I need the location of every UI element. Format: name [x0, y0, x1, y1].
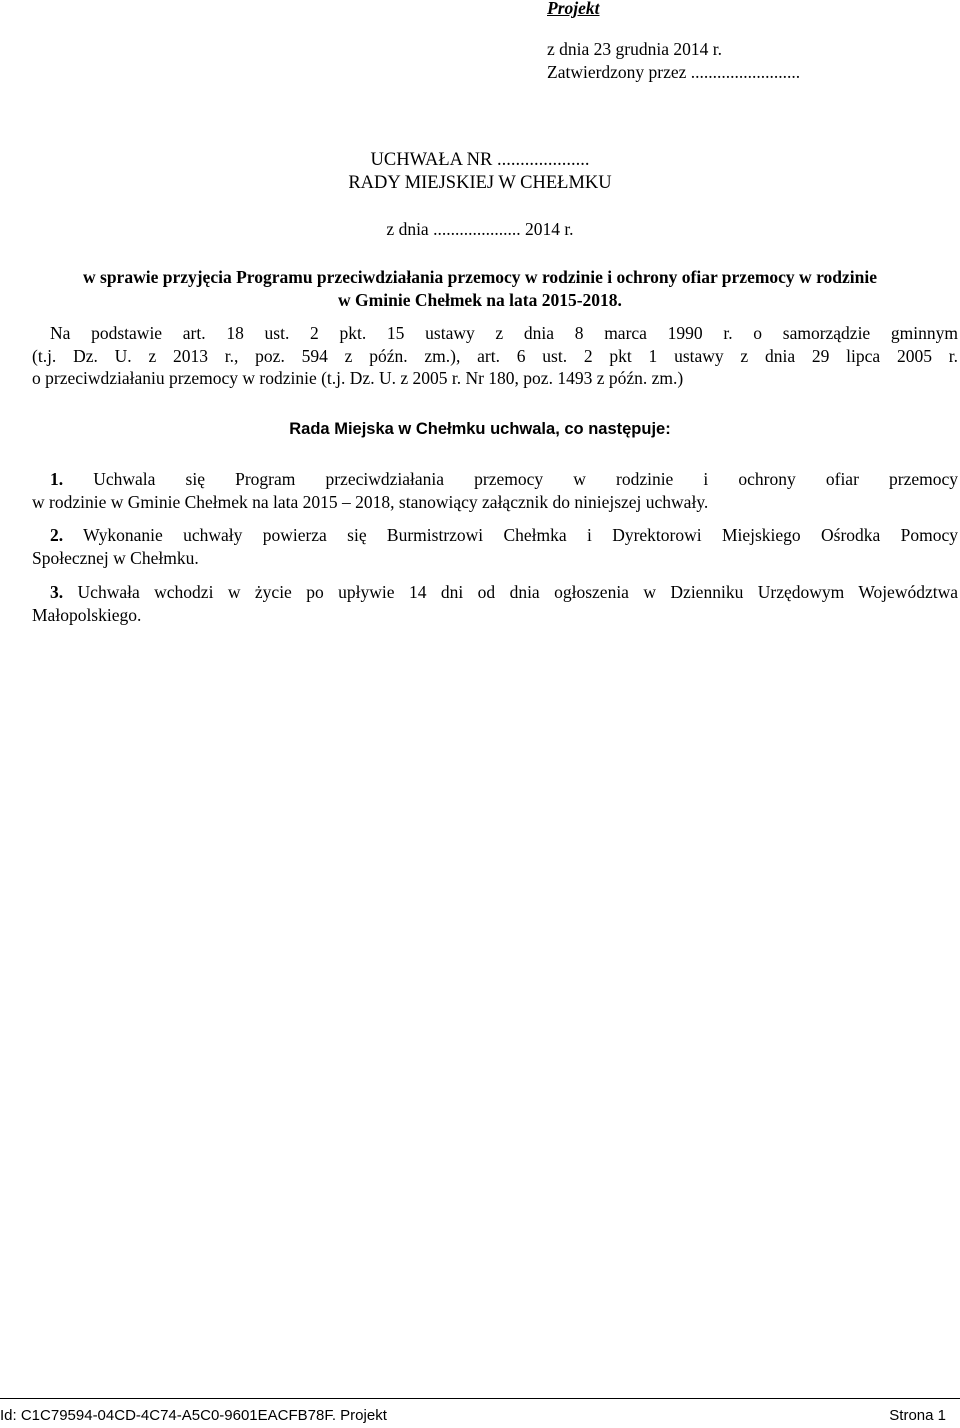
decision-intro: Rada Miejska w Chełmku uchwala, co następuje: [289, 420, 671, 438]
paragraph-3-line-1 [32, 581, 958, 603]
legal-basis-line-3: o przeciwdziałaniu przemocy w rodzinie (t.j. Dz. U. z 2005 r. Nr 180, poz. 1493 z późn. zm.) [32, 368, 684, 388]
resolution-date: z dnia .................... 2014 r. [386, 219, 574, 239]
footer-divider [0, 1398, 960, 1399]
paragraph-1-line-2: w rodzinie w Gminie Chełmek na lata 2015 – 2018, stanowiący załącznik do niniejszej uchwały. [32, 492, 709, 512]
paragraph-3-text: Uchwała wchodzi w życie po upływie 14 dni od dnia ogłoszenia w Dzienniku Urzędowym Województwa [77, 582, 959, 602]
paragraph-1-text: Uchwala się Program przeciwdziałania przemocy w rodzinie i ochrony ofiar przemocy [93, 469, 959, 489]
paragraph-2-line-1 [32, 524, 958, 546]
paragraph-1-number: 1. [50, 469, 64, 489]
paragraph-2-number: 2. [50, 525, 64, 545]
paragraph-2-line-2: Społecznej w Chełmku. [32, 548, 199, 568]
resolution-subject-line-2: w Gminie Chełmek na lata 2015-2018. [338, 290, 622, 310]
paragraph-2-text: Wykonanie uchwały powierza się Burmistrzowi Chełmka i Dyrektorowi Miejskiego Ośrodka Pomocy [83, 525, 958, 545]
council-name: RADY MIEJSKIEJ W CHEŁMKU [348, 173, 612, 193]
paragraph-3-line-2: Małopolskiego. [32, 605, 142, 625]
legal-basis-line-1: Na podstawie art. 18 ust. 2 pkt. 15 ustawy z dnia 8 marca 1990 r. o samorządzie gminnym [50, 323, 958, 343]
draft-date-line: z dnia 23 grudnia 2014 r. [547, 39, 722, 59]
legal-basis-line-2: (t.j. Dz. U. z 2013 r., poz. 594 z późn. zm.), art. 6 ust. 2 pkt 1 ustawy z dnia 29 lipca 2005 r. [32, 346, 958, 366]
resolution-subject-line-1: w sprawie przyjęcia Programu przeciwdziałania przemocy w rodzinie i ochrony ofiar przemocy w rodzinie [83, 267, 877, 287]
resolution-number: UCHWAŁA NR .................... [370, 150, 590, 170]
draft-status-label: Projekt [547, 0, 600, 18]
approved-by-line: Zatwierdzony przez ......................... [547, 62, 801, 82]
footer-page-number: Strona 1 [889, 1407, 946, 1424]
footer-document-id: Id: C1C79594-04CD-4C74-A5C0-9601EACFB78F. Projekt [0, 1407, 387, 1424]
paragraph-1-line-1 [32, 468, 958, 490]
paragraph-3-number: 3. [50, 582, 64, 602]
